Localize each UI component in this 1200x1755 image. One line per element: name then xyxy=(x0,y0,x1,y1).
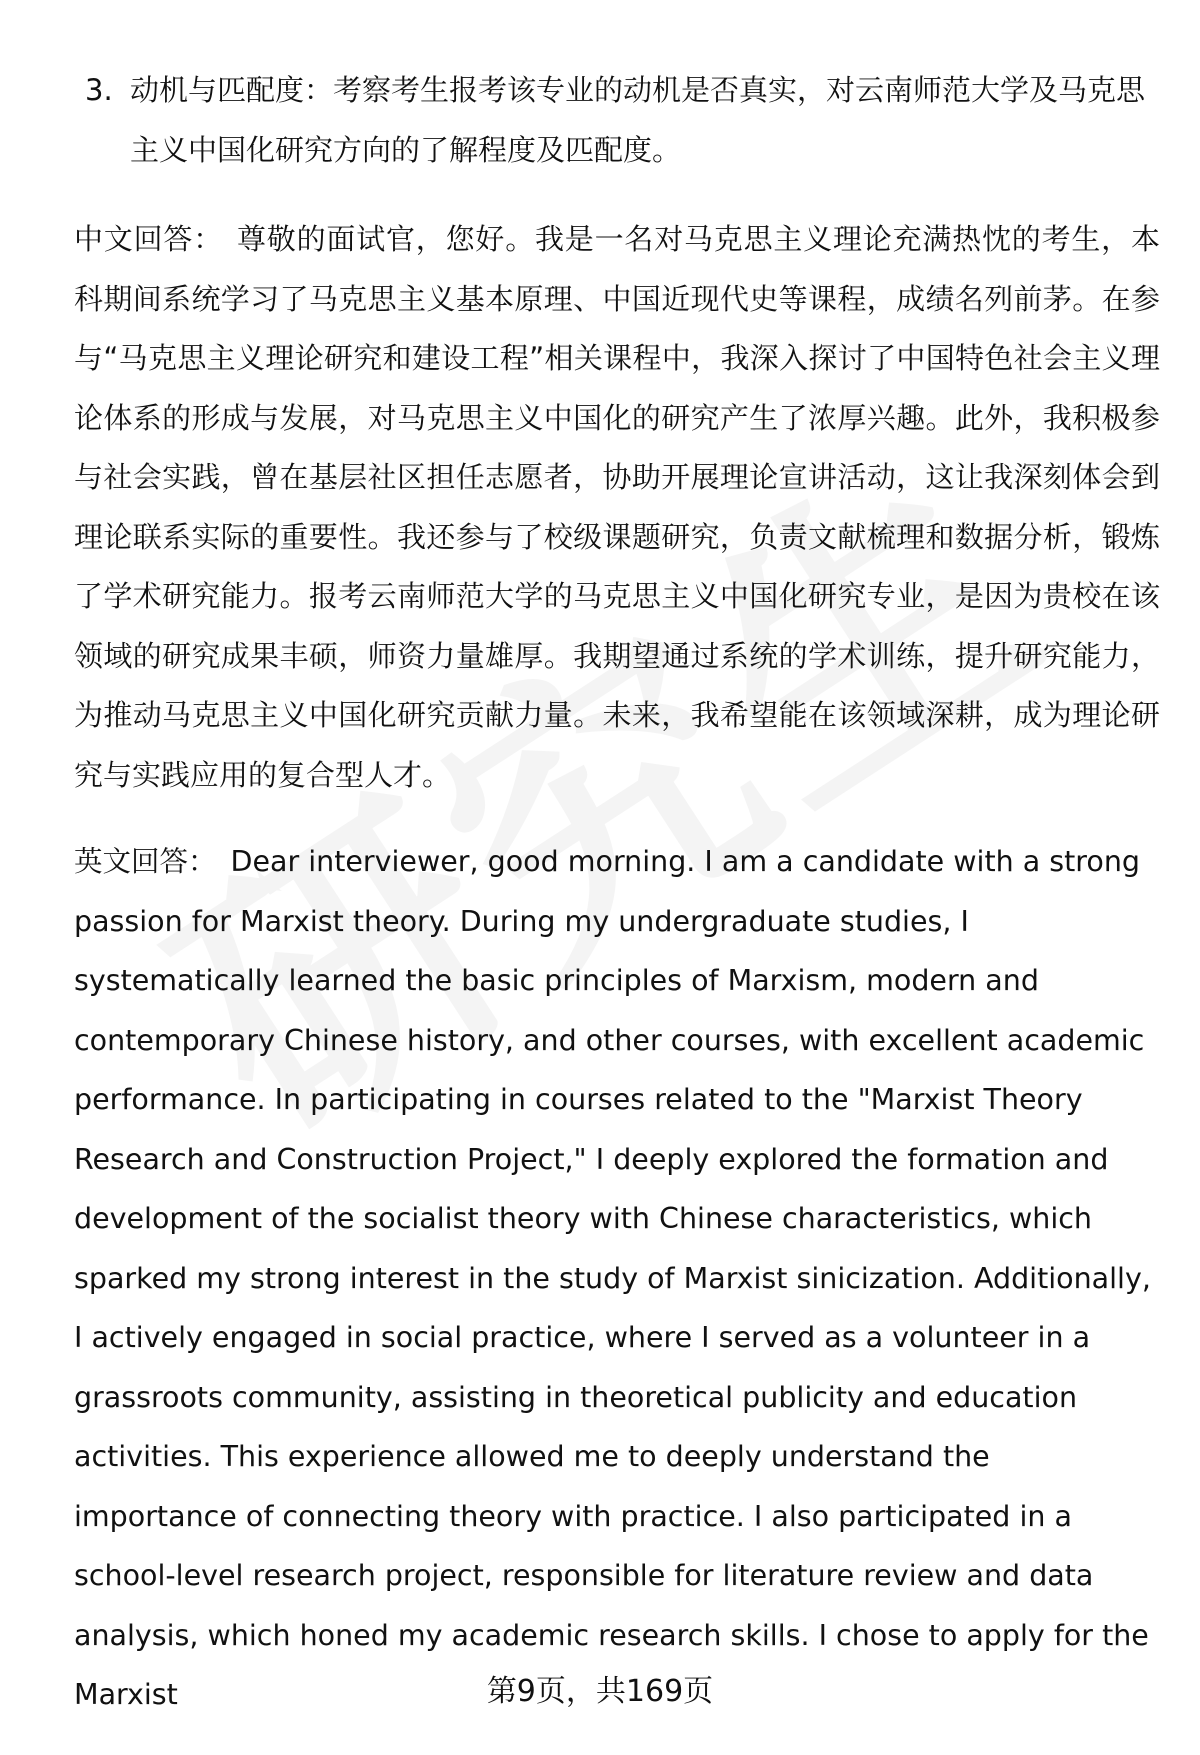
english-answer-text: Dear interviewer, good morning. I am a candidate with a strong passion for Marxist theory. During my undergraduate studies, I systematically learned the basic principles of Marxism, modern and contemporary Chinese history, and other courses, with excellent academic performance. In participating in courses related to the "Marxist Theory Research and Construction Project," I deeply explored the formation and development of the socialist theory with Chinese characteristics, which sparked my strong interest in the study of Marxist sinicization. Additionally, I actively engaged in social practice, where I served as a volunteer in a grassroots community, assisting in theoretical publicity and education activities. This experience allowed me to deeply understand the importance of connecting theory with practice. I also participated in a school-level research project, responsible for literature review and data analysis, which honed my academic research skills. I chose to apply for the Marxist xyxy=(74,845,1151,1711)
page-number-footer: 第9页，共169页 xyxy=(486,1674,714,1709)
question-text: 动机与匹配度：考察考生报考该专业的动机是否真实，对云南师范大学及马克思主义中国化研究方向的了解程度及匹配度。 xyxy=(130,73,1146,167)
english-answer-paragraph xyxy=(74,832,1160,1725)
chinese-answer-text: 尊敬的面试官，您好。我是一名对马克思主义理论充满热忱的考生，本科期间系统学习了马克思主义基本原理、中国近现代史等课程，成绩名列前茅。在参与“马克思主义理论研究和建设工程”相关课程中，我深入探讨了中国特色社会主义理论体系的形成与发展，对马克思主义中国化的研究产生了浓厚兴趣。此外，我积极参与社会实践，曾在基层社区担任志愿者，协助开展理论宣讲活动，这让我深刻体会到理论联系实际的重要性。我还参与了校级课题研究，负责文献梳理和数据分析，锻炼了学术研究能力。报考云南师范大学的马克思主义中国化研究专业，是因为贵校在该领域的研究成果丰硕，师资力量雄厚。我期望通过系统的学术训练，提升研究能力，为推动马克思主义中国化研究贡献力量。未来，我希望能在该领域深耕，成为理论研究与实践应用的复合型人才。 xyxy=(74,222,1160,792)
question-item xyxy=(85,60,1155,180)
chinese-answer-label: 中文回答： xyxy=(74,222,223,256)
english-answer-label: 英文回答： xyxy=(74,845,217,878)
question-number: 3. xyxy=(85,73,113,107)
chinese-answer-paragraph xyxy=(74,210,1160,805)
